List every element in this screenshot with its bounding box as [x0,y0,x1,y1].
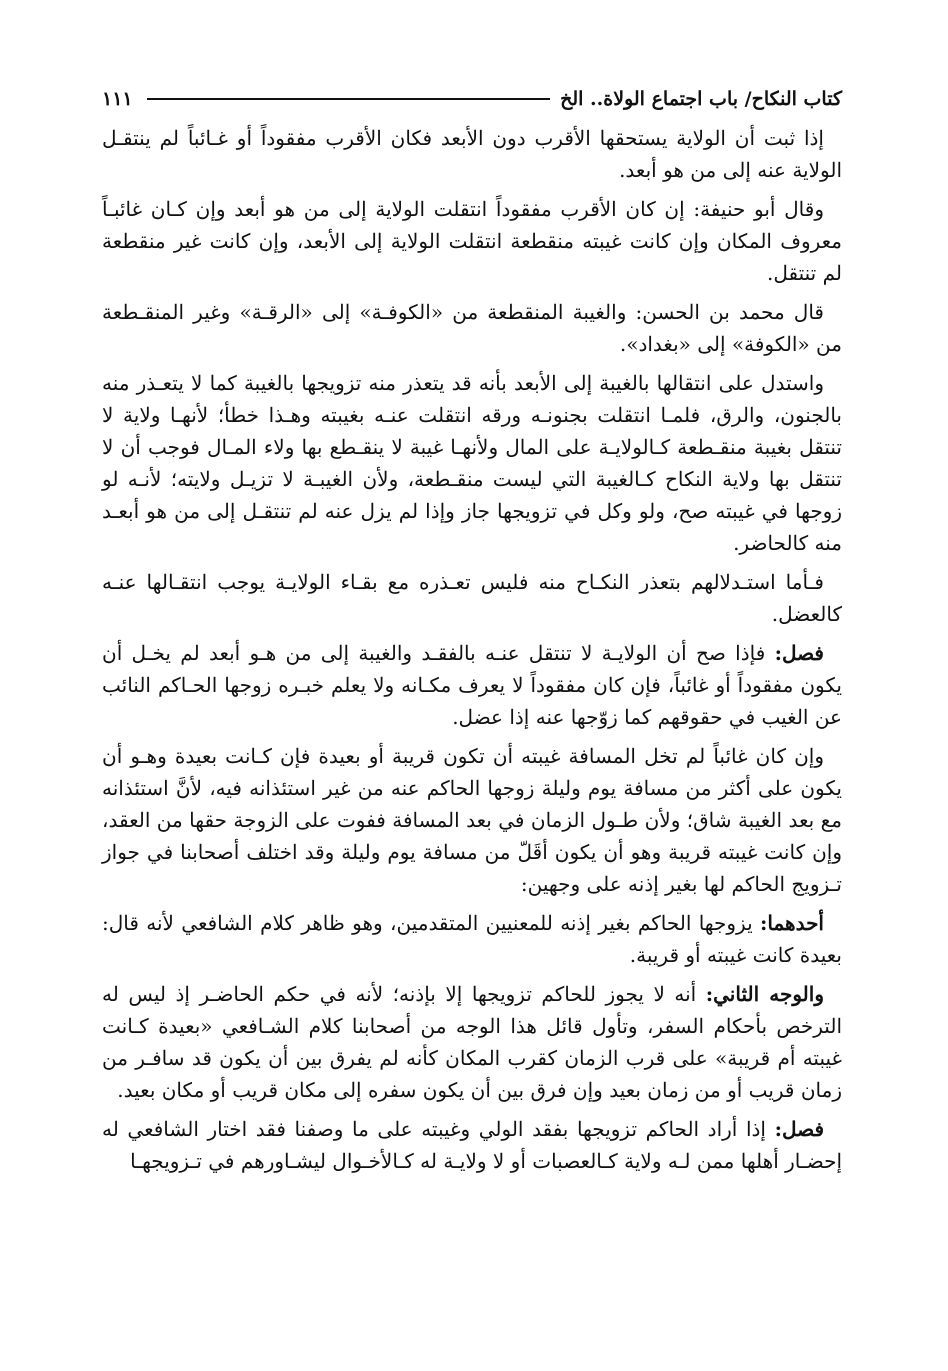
section-heading: فصل: [774,1117,825,1141]
page-number: ١١١ [102,88,133,110]
paragraph-text: وإن كان غائباً لم تخل المسافة غيبته أن تكون قريبة أو بعيدة فإن كـانت بعيدة وهـو أن يكون على أكثر من مسافة يوم وليلة زوجها الحاكم عنه من غير استئذانه فيه، لأنَّ استئذانه مع بعد الغيبة شاق؛ ولأن طـول الزمان في بعد المسافة ففوت على الزوجة حقها من العقد، وإن كانت غيبته قريبة وهو أن يكون أقَلّ من مسافة يوم وليلة وقد اختلف أصحابنا في جواز تـزويج الحاكم لها بغير إذنه على وجهين: [102,744,842,896]
paragraph-text: فـأما استـدلالهم بتعذر النكـاح منه فليس تعـذره مع بقـاء الولايـة يوجب انتقـالها عنـه كالعضل. [102,570,842,626]
paragraph [102,978,842,1106]
paragraph-lead: والوجه الثاني: [705,982,824,1006]
paragraph-text: فإذا صح أن الولايـة لا تنتقل عنـه بالفقـد والغيبة إلى من هـو أبعد لم يخـل أن يكون مفقوداً أو غائباً، فإن كان مفقوداً لا يعرف مكـانه ولا يعلم خبـره زوجها الحـاكم النائب عن الغيب في حقوقهم كما زوّجها عنه إذا عضل. [102,641,842,729]
section-heading: فصل: [774,641,824,665]
paragraph-text: يزوجها الحاكم بغير إذنه للمعنيين المتقدمين، وهو ظاهر كلام الشافعي لأنه قال: بعيدة كانت غيبته أو قريبة. [102,911,842,967]
paragraph-text: إذا أراد الحاكم تزويجها بفقد الولي وغيبته على ما وصفنا فقد اختار الشافعي له إحضـار أهلها ممن لـه ولاية كـالعصبات أو لا ولايـة له كـالأخـوال ليشـاورهم في تـزويجهـا [102,1117,842,1173]
paragraph-text: وقال أبو حنيفة: إن كان الأقرب مفقوداً انتقلت الولاية إلى من هو أبعد وإن كـان غائبـاً معروف المكان وإن كانت غيبته منقطعة انتقلت الولاية إلى الأبعد، وإن كانت غير منقطعة لم تنتقل. [102,197,842,285]
section-paragraph [102,637,842,733]
running-header [102,82,842,116]
paragraph-text: قال محمد بن الحسن: والغيبة المنقطعة من «الكوفـة» إلى «الرقـة» وغير المنقـطعة من «الكوفة» إلى «بغداد». [102,300,842,356]
paragraph [102,122,842,186]
paragraph-text: واستدل على انتقالها بالغيبة إلى الأبعد بأنه قد يتعذر منه تزويجها بالغيبة كما لا يتعـذر منه بالجنون، والرق، فلمـا انتقلت بجنونـه ورقه انتقلت عنـه بغيبته وهـذا خطأ؛ لأنهـا ولاية لا تنتقل بغيبة منقـطعة كـالولايـة على المال ولأنهـا غيبة لا ينقـطع بها ولاء المـال فوجب أن لا تنتقل بها ولاية النكاح كـالغيبة التي ليست منقـطعة، ولأن الغيبـة لا تزيـل ولايته؛ لأنـه لو زوجها في غيبته صح، ولو وكل في تزويجها جاز وإذا لم يزل عنه لم تنتقـل إلى من هو أبعـد منه كالحاضر. [102,371,842,555]
paragraph [102,296,842,360]
paragraph [102,740,842,900]
paragraph [102,193,842,289]
paragraph-lead: أحدهما: [759,911,824,935]
section-paragraph [102,1113,842,1177]
book-page [102,82,842,1184]
paragraph-text: أنه لا يجوز للحاكم تزويجها إلا بإذنه؛ لأنه في حكم الحاضـر إذ ليس له الترخص بأحكام السفر، وتأول قائل هذا الوجه من أصحابنا كلام الشـافعي «بعيدة كـانت غيبته أم قريبة» على قرب الزمان كقرب المكان كأنه لم يفرق بين أن يكون قد سافـر من زمان قريب أو من زمان بعيد وإن فرق بين أن يكون سفره إلى مكان قريب أو مكان بعيد. [102,982,842,1102]
running-title: كتاب النكاح/ باب اجتماع الولاة.. الخ [560,88,842,110]
header-rule [147,98,550,100]
paragraph [102,367,842,559]
paragraph-text: إذا ثبت أن الولاية يستحقها الأقرب دون الأبعد فكان الأقرب مفقوداً أو غـائباً لم ينتقـل الولاية عنه إلى من هو أبعد. [102,126,842,182]
paragraph [102,566,842,630]
paragraph [102,907,842,971]
